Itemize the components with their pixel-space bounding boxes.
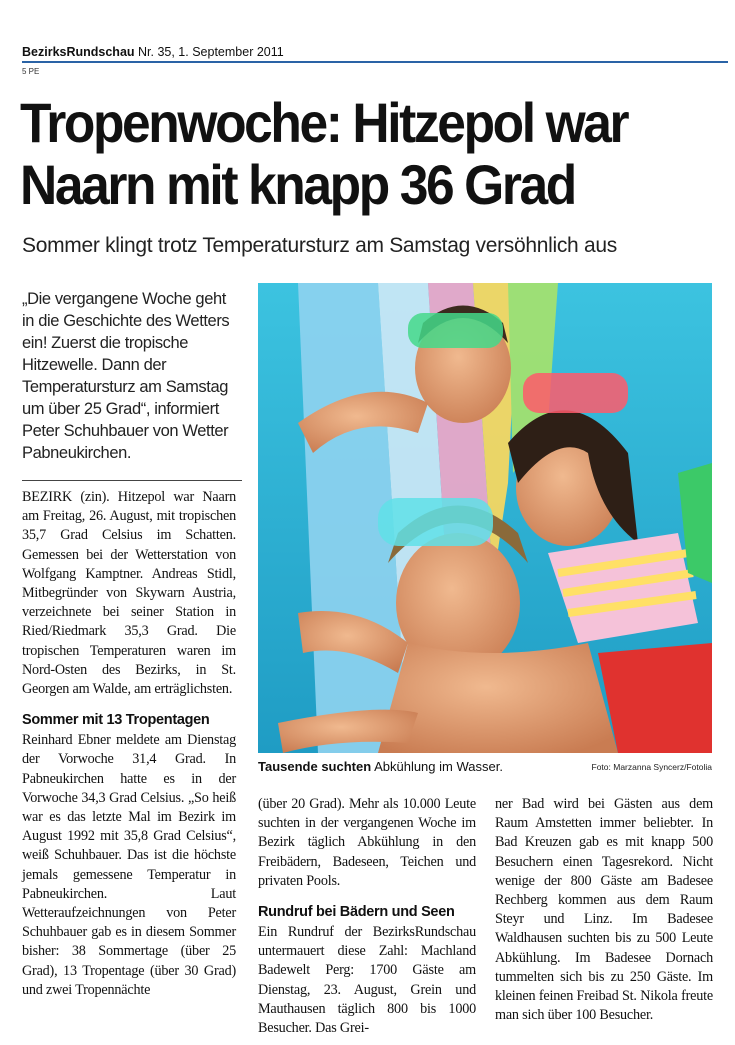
lead-paragraph: „Die vergangene Woche geht in die Geschichte des Wetters ein! Zuerst die tropische Hitzewelle. Dann der Temperatursturz am Samstag um über 25 Grad“, informiert Peter Schuhbauer von Wetter Pabneukirchen. xyxy=(22,290,230,462)
top-rule xyxy=(22,61,728,63)
headline: Tropenwoche: Hitzepol war Naarn mit knapp 36 Grad xyxy=(20,91,628,216)
caption-bold: Tausende suchten xyxy=(258,759,372,774)
section-subhead: Sommer mit 13 Tropentagen xyxy=(22,712,210,729)
body-paragraph: ner Bad wird bei Gästen aus dem Raum Amstetten immer beliebter. In Bad Kreuzen gab es mit knapp 500 Besuchern einen Tagesrekord. Nicht wenige der 800 Gäste am Badesee Rechberg kommen aus dem Raum Steyr und Linz. Im Badesee Waldhausen suchten bis zu 500 Leute Abkühlung. Im Badesee Dornach tummelten sich bis zu 250 Gäste. Im kleinen feinen Freibad St. Nikola freute man sich über 100 Besucher. xyxy=(495,796,713,1024)
issue-info: Nr. 35, 1. September 2011 xyxy=(138,45,284,59)
lead-rule xyxy=(22,480,242,481)
section-subhead: Rundruf bei Bädern und Seen xyxy=(258,904,455,921)
paper-name: BezirksRundschau xyxy=(22,45,135,59)
article-photo xyxy=(258,283,712,753)
body-paragraph: BEZIRK (zin). Hitzepol war Naarn am Freitag, 26. August, mit tropischen 35,7 Grad Celsius im Schatten. Gemessen bei der Wetterstation von Wolfgang Kamptner. Andreas Stidl, Mitbegründer von Skywarn Austria, verzeichnete bei seiner Station in Ried/Riedmark 35,3 Grad. Die tropischen Temperaturen waren im Nord-Osten des Bezirks, in St. Georgen am Walde, am erträglichsten. xyxy=(22,489,236,698)
subheadline: Sommer klingt trotz Temperatursturz am Samstag versöhnlich aus xyxy=(22,234,617,257)
kids-in-pool-illustration xyxy=(258,283,712,753)
article-column-3 xyxy=(495,795,713,1025)
body-paragraph: (über 20 Grad). Mehr als 10.000 Leute suchten in der vergangenen Woche im Bezirk täglich Abkühlung in den Freibädern, Badeseen, Teichen und privaten Pools. xyxy=(258,796,476,889)
page-code: 5 PE xyxy=(22,67,40,76)
photo-caption xyxy=(258,759,712,774)
body-paragraph: Ein Rundruf der BezirksRundschau untermauert diese Zahl: Machland Badewelt Perg: 1700 Gäste am Dienstag, 23. August, Grein und Mauthausen täglich 800 bis 1000 Besucher. Das Grei- xyxy=(258,924,476,1037)
article-column-2 xyxy=(258,795,476,1038)
caption-text: Abkühlung im Wasser. xyxy=(371,759,503,774)
article-column-1 xyxy=(22,488,236,1000)
masthead xyxy=(22,45,284,59)
photo-credit: Foto: Marzanna Syncerz/Fotolia xyxy=(591,762,712,772)
body-paragraph: Reinhard Ebner meldete am Dienstag der Vorwoche 31,4 Grad. In Pabneukirchen hatte es in der Vorwoche 34,3 Grad Celsius. „So heiß war es das letzte Mal im Bezirk im August 1992 mit 35,8 Grad Celsius“, weiß Schuhbauer. Das ist die höchste jemals gemessene Temperatur in Pabneukirchen. Laut Wetteraufzeichnungen von Peter Schuhbauer gab es in diesem Sommer bisher: 38 Sommertage (über 25 Grad), 13 Tropentage (über 30 Grad) und zwei Tropennächte xyxy=(22,732,236,998)
